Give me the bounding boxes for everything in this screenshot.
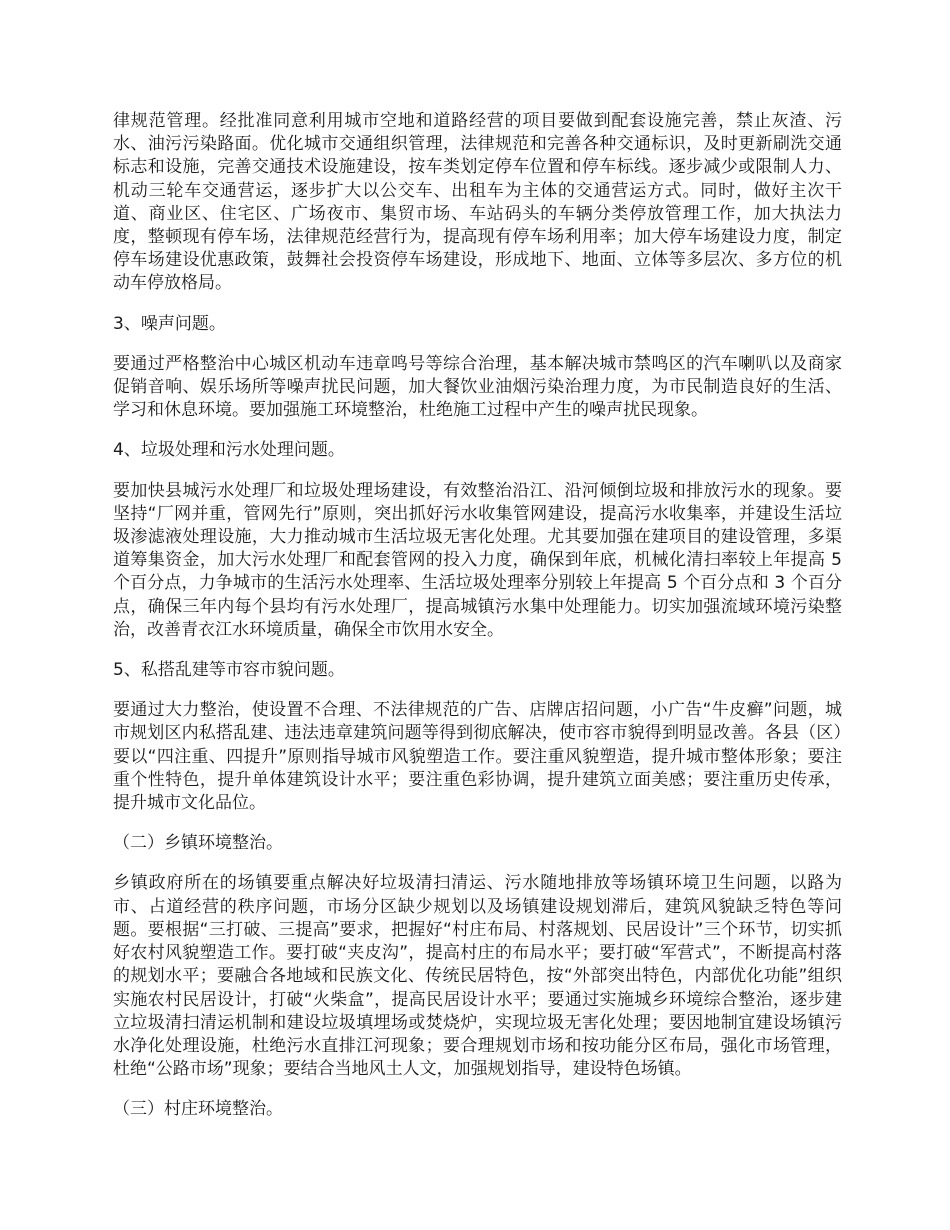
- paragraph-township: 乡镇政府所在的场镇要重点解决好垃圾清扫清运、污水随地排放等场镇环境卫生问题，以路为市、占道经营的秩序问题，市场分区缺少规划以及场镇建设规划滞后，建筑风貌缺乏特色等问题。要根据“三打破、三提高”要求，把握好“村庄布局、村落规划、民居设计”三个环节，切实抓好农村风貌塑造工作。要打破“夹皮沟”，提高村庄的布局水平；要打破“军营式”，不断提高村落的规划水平；要融合各地域和民族文化、传统民居特色，按“外部突出特色，内部优化功能”组织实施农村民居设计，打破“火柴盒”，提高民居设计水平；要通过实施城乡环境综合整治，逐步建立垃圾清扫清运机制和建设垃圾填埋场或焚烧炉，实现垃圾无害化处理；要因地制宜建设场镇污水净化处理设施，杜绝污水直排江河现象；要合理规划市场和按功能分区布局，强化市场管理，杜绝“公路市场”现象；要结合当地风土人文，加强规划指导，建设特色场镇。: [113, 873, 842, 1080]
- heading-garbage-sewage: 4、垃圾处理和污水处理问题。: [113, 440, 345, 461]
- heading-noise: 3、噪声问题。: [113, 313, 226, 334]
- heading-township: （二）乡镇环境整治。: [113, 833, 283, 854]
- paragraph-noise: 要通过严格整治中心城区机动车违章鸣号等综合治理，基本解决城市禁鸣区的汽车喇叭以及商家促销音响、娱乐场所等噪声扰民问题，加大餐饮业油烟污染治理力度，为市民制造良好的生活、学习和休息环境。要加强施工环境整治，杜绝施工过程中产生的噪声扰民现象。: [113, 353, 842, 421]
- paragraph-garbage-sewage: 要加快县城污水处理厂和垃圾处理场建设，有效整治沿江、沿河倾倒垃圾和排放污水的现象。要坚持“厂网并重，管网先行”原则，突出抓好污水收集管网建设，提高污水收集率，并建设生活垃圾渗滤液处理设施，大力推动城市生活垃圾无害化处理。尤其要加强在建项目的建设管理，多渠道筹集资金，加大污水处理厂和配套管网的投入力度，确保到年底，机械化清扫率较上年提高 5 个百分点，力争城市的生活污水处理率、生活垃圾处理率分别较上年提高 5 个百分点和 3 个百分点，确保三年内每个县均有污水处理厂，提高城镇污水集中处理能力。切实加强流域环境污染整治，改善青衣江水环境质量，确保全市饮用水安全。: [113, 480, 842, 640]
- heading-illegal-construction: 5、私搭乱建等市容市貌问题。: [113, 660, 345, 681]
- paragraph-traffic-management: 律规范管理。经批准同意利用城市空地和道路经营的项目要做到配套设施完善，禁止灰渣、污水、油污污染路面。优化城市交通组织管理，法律规范和完善各种交通标识，及时更新刷洗交通标志和设施，完善交通技术设施建设，按车类划定停车位置和停车标线。逐步减少或限制人力、机动三轮车交通营运，逐步扩大以公交车、出租车为主体的交通营运方式。同时，做好主次干道、商业区、住宅区、广场夜市、集贸市场、车站码头的车辆分类停放管理工作，加大执法力度，整顿现有停车场，法律规范经营行为，提高现有停车场利用率；加大停车场建设力度，制定停车场建设优惠政策，鼓舞社会投资停车场建设，形成地下、地面、立体等多层次、多方位的机动车停放格局。: [113, 111, 842, 294]
- paragraph-illegal-construction: 要通过大力整治，使设置不合理、不法律规范的广告、店牌店招问题，小广告“牛皮癣”问题，城市规划区内私搭乱建、违法违章建筑问题等得到彻底解决，使市容市貌得到明显改善。各县（区）要以“四注重、四提升”原则指导城市风貌塑造工作。要注重风貌塑造，提升城市整体形象；要注重个性特色，提升单体建筑设计水平；要注重色彩协调，提升建筑立面美感；要注重历史传承，提升城市文化品位。: [113, 700, 842, 814]
- heading-village: （三）村庄环境整治。: [113, 1099, 283, 1120]
